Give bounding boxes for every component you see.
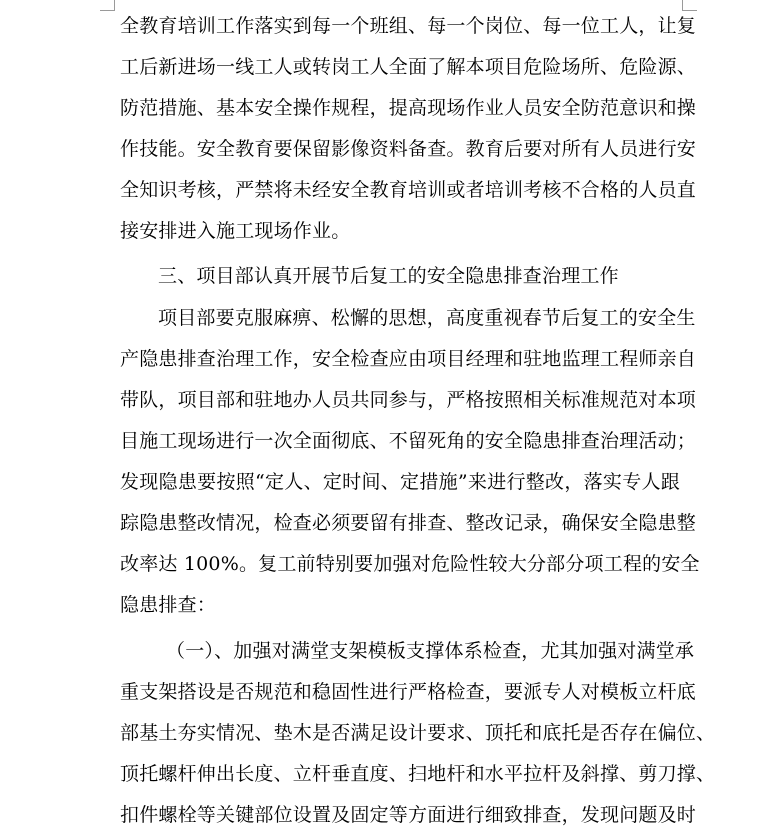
text-line: 发现隐患要按照“定人、定时间、定措施”来进行整改，落实专人跟 — [120, 471, 680, 493]
text-line: 工后新进场一线工人或转岗工人全面了解本项目危险场所、危险源、 — [120, 56, 697, 78]
text-line: 隐患排查： — [120, 594, 217, 616]
text-line: 全知识考核，严禁将未经安全教育培训或者培训考核不合格的人员直 — [120, 179, 697, 201]
text-line: 扣件螺栓等关键部位设置及固定等方面进行细致排查，发现问题及时 — [120, 804, 697, 826]
text-line: 全教育培训工作落实到每一个班组、每一个岗位、每一位工人，让复 — [120, 15, 697, 37]
text-line: 重支架搭设是否规范和稳固性进行严格检查，要派专人对模板立杆底 — [120, 681, 697, 703]
paragraph-safety-education — [120, 6, 697, 252]
left-margin-corner-mark — [100, 0, 115, 11]
text-line: 踪隐患整改情况，检查必须要留有排查、整改记录，确保安全隐患整 — [120, 512, 697, 534]
section-heading-3 — [120, 256, 680, 297]
paragraph-hazard-inspection — [120, 298, 700, 626]
text-line: 产隐患排查治理工作，安全检查应由项目经理和驻地监理工程师亲自 — [120, 348, 697, 370]
text-line: 作技能。安全教育要保留影像资料备查。教育后要对所有人员进行安 — [120, 138, 697, 160]
text-line: 项目部要克服麻痹、松懈的思想，高度重视春节后复工的安全生 — [158, 307, 696, 329]
section-heading-text: 三、项目部认真开展节后复工的安全隐患排查治理工作 — [158, 265, 619, 287]
text-line: 目施工现场进行一次全面彻底、不留死角的安全隐患排查治理活动； — [120, 430, 697, 452]
text-line: 改率达 100%。复工前特别要加强对危险性较大分部分项工程的安全 — [120, 553, 700, 575]
paragraph-scaffold-check — [120, 631, 716, 836]
text-line: 接安排进入施工现场作业。 — [120, 220, 351, 242]
text-line: 顶托螺杆伸出长度、立杆垂直度、扫地杆和水平拉杆及斜撑、剪刀撑、 — [120, 763, 716, 785]
right-margin-corner-mark — [682, 0, 697, 11]
text-line: 部基土夯实情况、垫木是否满足设计要求、顶托和底托是否存在偏位、 — [120, 722, 716, 744]
text-line: 防范措施、基本安全操作规程，提高现场作业人员安全防范意识和操 — [120, 97, 697, 119]
text-line: （一）、加强对满堂支架模板支撑体系检查，尤其加强对满堂承 — [166, 640, 695, 662]
text-line: 带队，项目部和驻地办人员共同参与，严格按照相关标准规范对本项 — [120, 389, 697, 411]
